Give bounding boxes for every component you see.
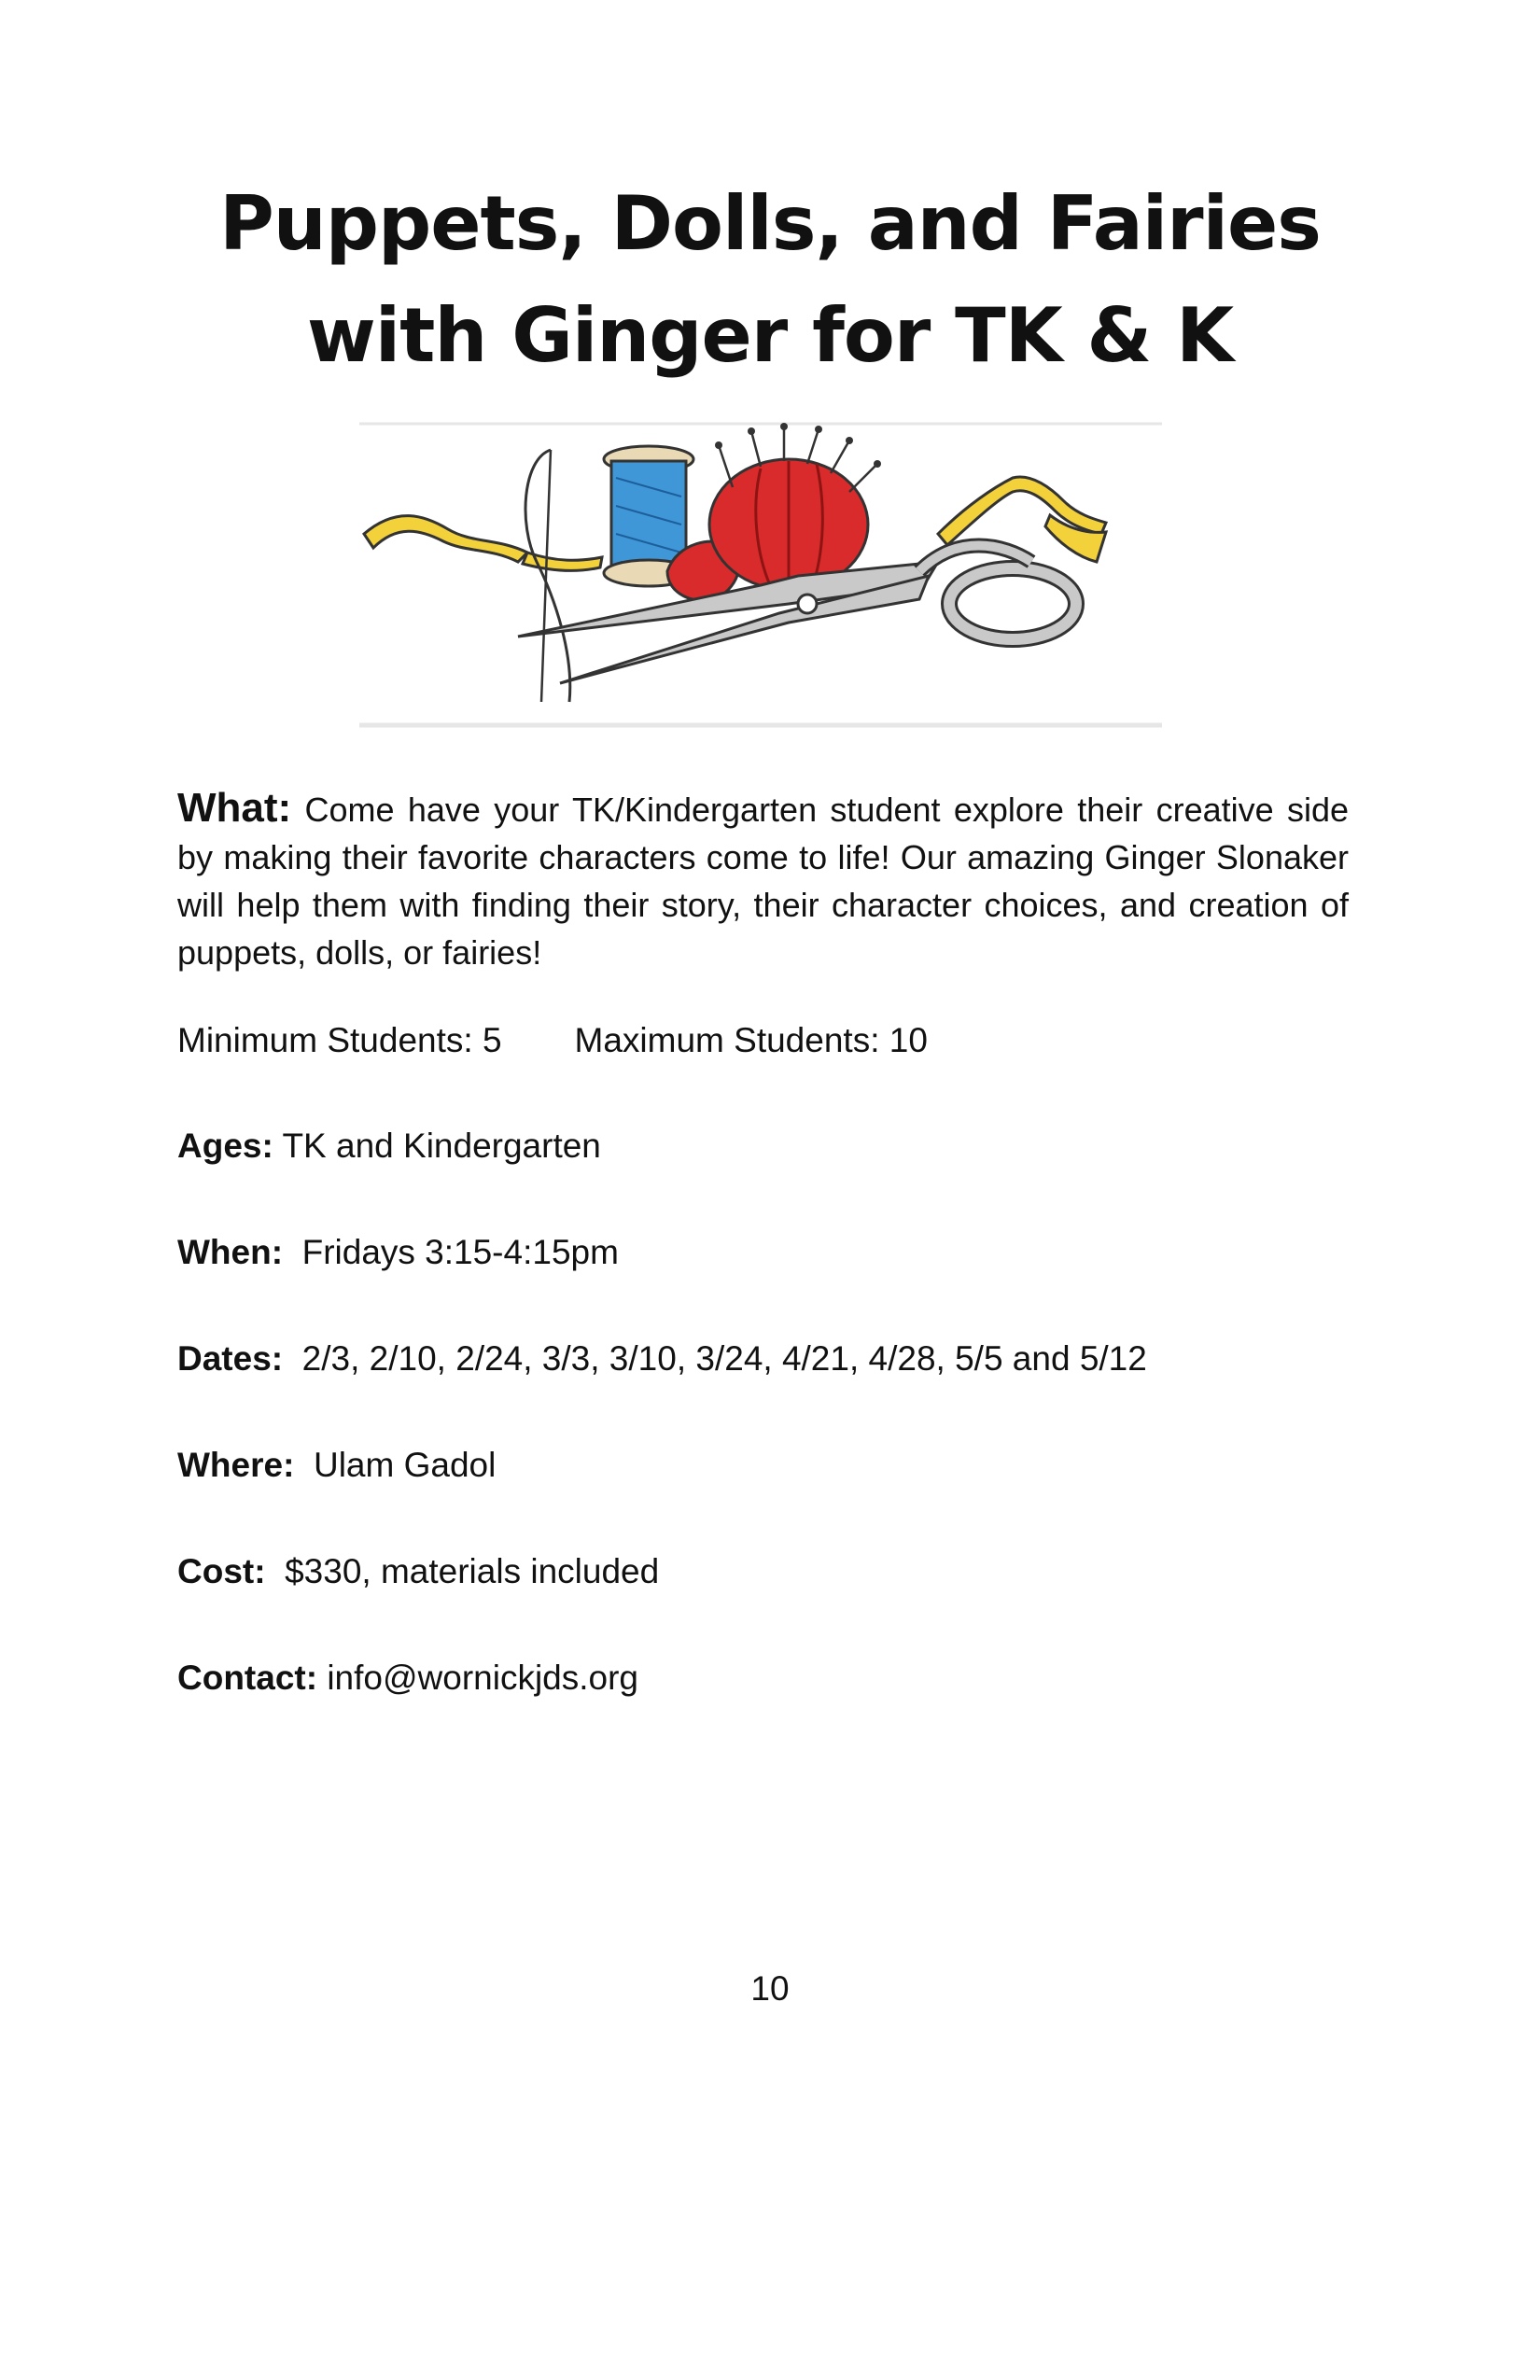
where-label: Where: bbox=[177, 1446, 295, 1484]
maximum-students: Maximum Students: 10 bbox=[574, 1021, 928, 1059]
when-value: Fridays 3:15-4:15pm bbox=[301, 1233, 619, 1271]
cost-value: $330, materials included bbox=[285, 1552, 660, 1590]
page-title bbox=[0, 168, 1540, 392]
contact-email[interactable]: info@wornickjds.org bbox=[327, 1659, 639, 1697]
what-label: What: bbox=[177, 785, 292, 831]
where-line bbox=[177, 1442, 496, 1489]
what-paragraph bbox=[177, 784, 1349, 976]
ages-line bbox=[177, 1123, 601, 1169]
contact-line bbox=[177, 1655, 638, 1701]
what-text: Come have your TK/Kindergarten student explore their creative side by making their favorite characters come to life! Our amazing Ginger Slonaker will help them with finding their story, their character choices, and creation of puppets, dolls, or fairies! bbox=[177, 791, 1349, 972]
minimum-students: Minimum Students: 5 bbox=[177, 1021, 502, 1059]
ages-label: Ages: bbox=[177, 1127, 273, 1165]
needle-icon bbox=[525, 450, 570, 702]
contact-label: Contact: bbox=[177, 1659, 318, 1697]
where-value: Ulam Gadol bbox=[313, 1446, 497, 1484]
dates-label: Dates: bbox=[177, 1339, 284, 1378]
dates-line bbox=[177, 1336, 1147, 1382]
when-label: When: bbox=[177, 1233, 284, 1271]
sewing-illustration bbox=[359, 422, 1162, 730]
title-line-1: Puppets, Dolls, and Fairies bbox=[219, 180, 1321, 267]
page-number: 10 bbox=[750, 1969, 790, 2008]
when-line bbox=[177, 1229, 619, 1276]
students-line bbox=[177, 1017, 928, 1064]
title-line-2: with Ginger for TK & K bbox=[306, 292, 1234, 379]
ages-value: TK and Kindergarten bbox=[282, 1127, 601, 1165]
cost-line bbox=[177, 1548, 659, 1595]
pincushion-icon bbox=[709, 423, 881, 590]
dates-value: 2/3, 2/10, 2/24, 3/3, 3/10, 3/24, 4/21, 4/28, 5/5 and 5/12 bbox=[301, 1339, 1147, 1378]
cost-label: Cost: bbox=[177, 1552, 266, 1590]
